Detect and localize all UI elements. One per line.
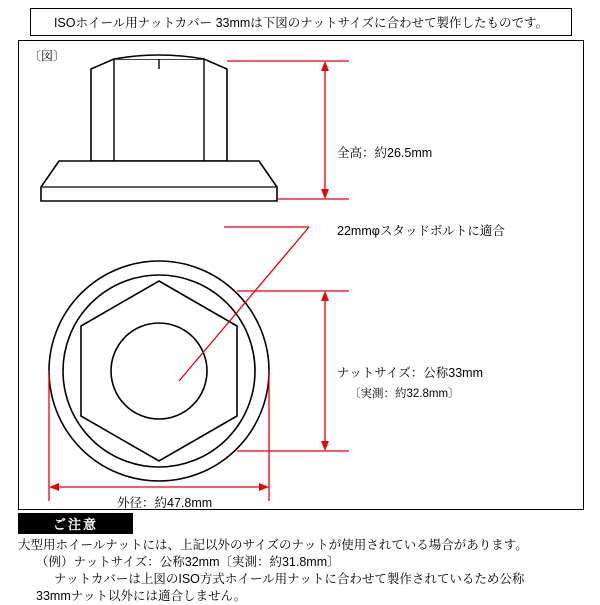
- diagram-frame: [18, 40, 584, 510]
- header-banner: [30, 8, 572, 36]
- annotation-total-height: 全高：約26.5mm: [337, 146, 433, 160]
- caution-tab: ご注意: [18, 513, 133, 534]
- nut-cover-drawing: [19, 41, 581, 507]
- annotation-nut-size-actual: 〔実測：約32.8mm〕: [349, 388, 460, 400]
- caution-line-1: 大型用ホイールナットには、上記以外のサイズのナットが使用されている場合があります。: [18, 538, 528, 552]
- header-title: ISOホイール用ナットカバー 33mmは下図のナットサイズに合わせて製作したものです。: [53, 16, 549, 30]
- annotation-nut-size: ナットサイズ：公称33mm: [337, 366, 483, 380]
- side-view: [41, 55, 277, 201]
- annotation-stud-bolt: 22mmφスタッドボルトに適合: [337, 224, 505, 238]
- caution-block: [18, 513, 582, 603]
- frame-label: 〔図〕: [29, 49, 66, 63]
- caution-line-4: 33mmナット以外には適合しません。: [36, 589, 247, 603]
- annotation-outer-diameter: 外径：約47.8mm: [117, 496, 213, 510]
- caution-line-3: ナットカバーは上図のISO方式ホイール用ナットに合わせて製作されているため公称: [54, 572, 525, 586]
- caution-text: [18, 537, 582, 605]
- caution-line-2: （例）ナットサイズ：公称32mm〔実測：約31.8mm〕: [36, 555, 340, 569]
- top-view: [49, 261, 269, 481]
